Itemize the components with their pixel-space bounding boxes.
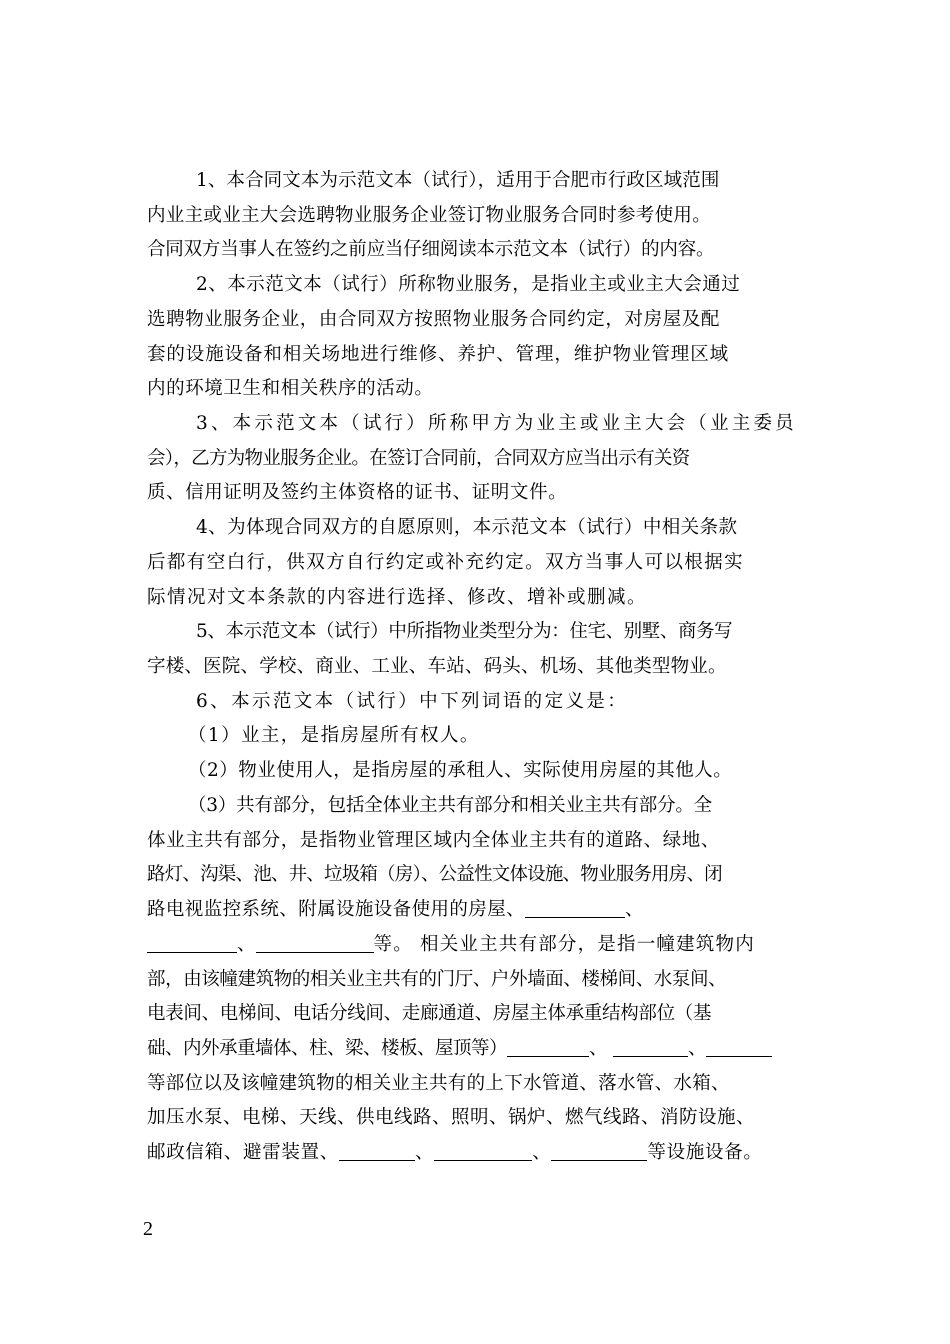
text-line: 套的设施设备和相关场地进行维修、养护、管理，维护物业管理区域 bbox=[147, 344, 730, 365]
line-text: 、 bbox=[237, 934, 256, 955]
text-line: 内的环境卫生和相关秩序的活动。 bbox=[147, 378, 434, 399]
line-text: 路电视监控系统、附属设施设备使用的房屋、 bbox=[147, 899, 526, 920]
text-line bbox=[147, 895, 644, 925]
text-line: 字楼、医院、学校、商业、工业、车站、码头、机场、其他类型物业。 bbox=[147, 656, 727, 677]
text-line: 部，由该幢建筑物的相关业主共有的门厅、户外墙面、楼梯间、水泵间、 bbox=[147, 969, 727, 990]
page-number: 2 bbox=[143, 1218, 153, 1240]
blank-field bbox=[525, 897, 625, 918]
line-text: 等。 相关业主共有部分，是指一幢建筑物内 bbox=[373, 934, 755, 955]
text-line: 加压水泵、电梯、天线、供电线路、照明、锅炉、燃气线路、消防设施、 bbox=[147, 1107, 756, 1128]
blank-field bbox=[507, 1036, 589, 1057]
text-line: 电表间、电梯间、电话分线间、走廊通道、房屋主体承重结构部位（基 bbox=[147, 1003, 712, 1024]
text-line: 6、本示范文本（试行）中下列词语的定义是： bbox=[196, 691, 629, 712]
blank-field bbox=[256, 932, 374, 953]
line-text: 、 bbox=[532, 1142, 552, 1163]
text-line: 质、信用证明及签约主体资格的证书、证明文件。 bbox=[147, 482, 568, 503]
text-line bbox=[147, 1138, 763, 1168]
text-line: 际情况对文本条款的内容进行选择、修改、增补或删减。 bbox=[147, 587, 648, 608]
blank-field bbox=[434, 1140, 532, 1161]
text-line bbox=[147, 930, 755, 960]
blank-field bbox=[147, 932, 237, 953]
line-text: 础、内外承重墙体、柱、梁、楼板、屋顶等） bbox=[147, 1038, 508, 1059]
blank-field bbox=[551, 1140, 647, 1161]
text-line bbox=[147, 1034, 772, 1064]
text-line: 2、本示范文本（试行）所称物业服务，是指业主或业主大会通过 bbox=[196, 274, 741, 295]
blank-field bbox=[613, 1036, 688, 1057]
blank-field bbox=[339, 1140, 415, 1161]
text-line: 内业主或业主大会选聘物业服务企业签订物业服务合同时参考使用。 bbox=[147, 205, 712, 226]
line-text: 、 bbox=[688, 1038, 707, 1059]
text-line: 选聘物业服务企业，由合同双方按照物业服务合同约定，对房屋及配 bbox=[147, 309, 721, 330]
text-line: 体业主共有部分，是指物业管理区域内全体业主共有的道路、绿地、 bbox=[147, 830, 721, 851]
text-line: 1、本合同文本为示范文本（试行），适用于合肥市行政区域范围 bbox=[196, 170, 720, 191]
line-text: 、 bbox=[625, 899, 644, 920]
text-line: 4、为体现合同双方的自愿原则，本示范文本（试行）中相关条款 bbox=[196, 517, 738, 538]
text-line: 5、本示范文本（试行）中所指物业类型分为：住宅、别墅、商务写 bbox=[196, 621, 733, 642]
line-text: 、 bbox=[589, 1038, 608, 1059]
text-line: 合同双方当事人在签约之前应当仔细阅读本示范文本（试行）的内容。 bbox=[147, 239, 715, 260]
text-line: 后都有空白行，供双方自行约定或补充约定。双方当事人可以根据实 bbox=[147, 552, 745, 573]
line-text: 、 bbox=[415, 1142, 435, 1163]
text-line: 路灯、沟渠、池、井、垃圾箱（房）、公益性文体设施、物业服务用房、闭 bbox=[147, 864, 722, 885]
line-text: 邮政信箱、避雷装置、 bbox=[147, 1142, 340, 1163]
text-line: 3、本示范文本（试行）所称甲方为业主或业主大会（业主委员 bbox=[196, 413, 797, 434]
text-line: （1）业主，是指房屋所有权人。 bbox=[188, 725, 480, 746]
text-line: 会），乙方为物业服务企业。在签订合同前，合同双方应当出示有关资 bbox=[147, 448, 690, 469]
text-line: （3）共有部分，包括全体业主共有部分和相关业主共有部分。全 bbox=[188, 795, 712, 816]
blank-field bbox=[706, 1036, 772, 1057]
line-text: 等设施设备。 bbox=[647, 1142, 763, 1163]
text-line: （2）物业使用人，是指房屋的承租人、实际使用房屋的其他人。 bbox=[188, 760, 733, 781]
text-line: 等部位以及该幢建筑物的相关业主共有的上下水管道、落水管、水箱、 bbox=[147, 1073, 730, 1094]
